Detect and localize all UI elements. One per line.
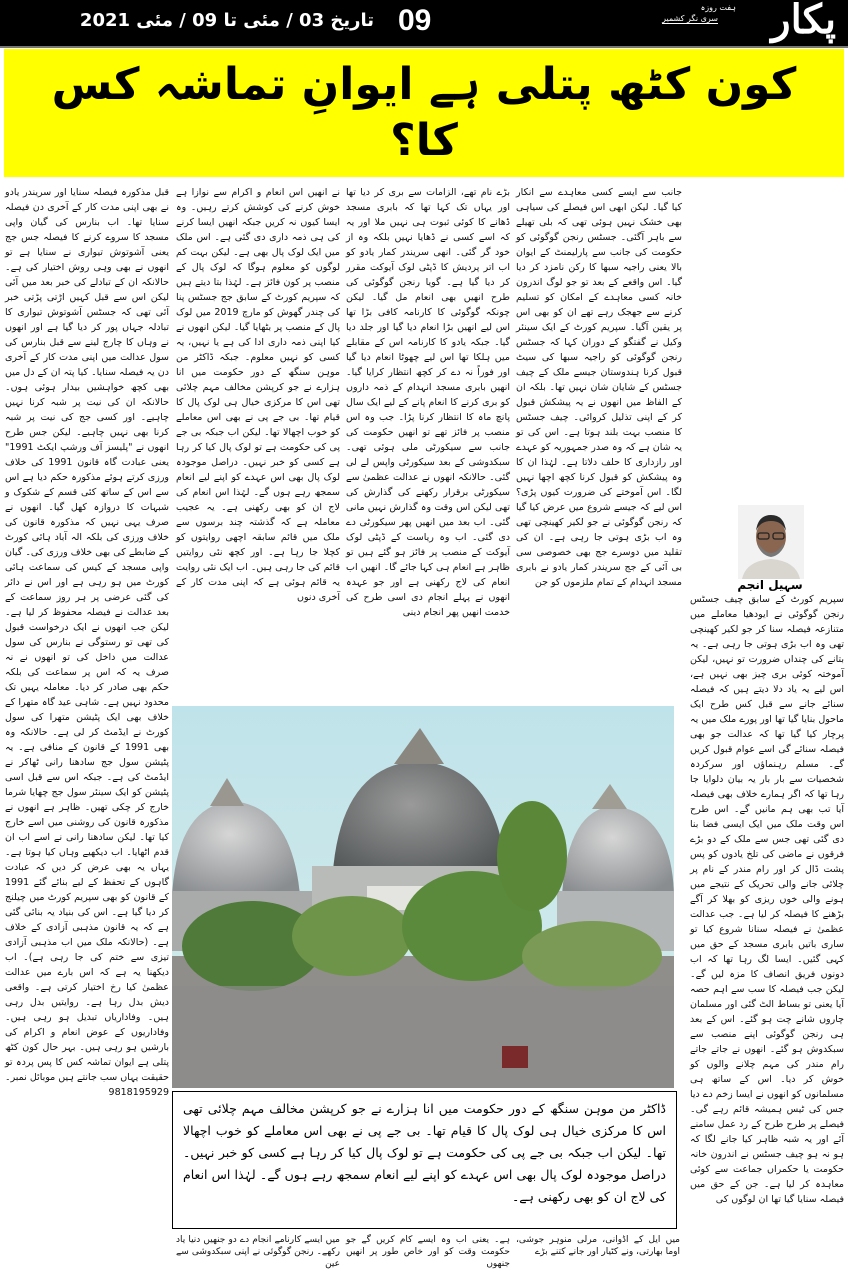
- text-line: بابری مسجد کے حق میں کہی گئیں۔ ایسا لگ رہا: [690, 939, 844, 965]
- text-line: لیکن بہت کم لوگوں کو معلوم ہوگا کہ لوک پال: [176, 247, 340, 273]
- text-line: اور کسی جج کی نیت پر شبہ کرنا بھی نہیں چاہیے۔: [5, 412, 169, 438]
- text-line: یادو کو اب اتر پردیش کا ڈپٹی لوک آیوکت مقرر: [346, 247, 510, 273]
- text-line: کی ہے۔ جبکہ اس سے قبل اسی پٹیشن کو ایک: [5, 772, 170, 798]
- text-line: ہے۔ یہ عجیب معاملہ ہے کہ گذشتہ چند برسوں: [176, 502, 340, 528]
- text-line: ہے۔ یہاں یہ بھی عرض کر دیں کہ عبادت: [5, 847, 169, 873]
- article-column-3-continued: [346, 1234, 510, 1270]
- text-line: جمہوریہ کو عہدے اور رازداری کا حلف دلاتا: [516, 442, 682, 468]
- text-line: چیلنج کر دیا گیا ہے۔ اس کی بنیاد یہ بنائی گئی: [5, 892, 169, 918]
- text-line: ختم کی جا رہی ہے)۔ اب دیکھنا: [5, 952, 169, 978]
- text-line: جو بھی فیصلہ سنائے گی اسے عوام قبول کریں: [690, 729, 844, 755]
- text-line: تذلیل کروائی۔ چیف جسٹس کا منصب بہت: [516, 412, 682, 438]
- text-line: اسی طرح کی خدمت انھیں پھر انجام دینی: [346, 592, 510, 618]
- text-line: دیا گیا ہے اور انھوں نے وہاں کا چارج لینے: [5, 322, 169, 348]
- text-line: سول کورٹ نے ایڈمٹ کر لی ہے۔ حالانکہ وہ: [5, 712, 169, 738]
- text-line: لیکن جب فیصلہ کا سب سے اہم حصہ آیا یعنی: [690, 984, 844, 1010]
- text-line: ہوئی تھی۔ سبکدوشی کے بعد سیکورٹی واپس لے: [346, 442, 510, 468]
- text-line: گاہوں کے تحفظ کے لیے بنائے گئے: [33, 877, 169, 888]
- text-line: کے دل میں بھی کچھ خواہشیں بیدار ہوئی ہوں۔: [5, 367, 169, 393]
- text-line: کرنا ہندوستان جیسے ملک کے چیف جسٹس: [516, 367, 682, 393]
- text-line: طرح اس وقت ملک میں ایک ایسی فضا بنا دی: [690, 804, 844, 845]
- text-line: پارلیمنٹ کے ایوان بالا یعنی راجیہ سبھا کا رکن: [516, 247, 682, 273]
- text-line: کئی قسم کے شکوک و شبہات کا دروازہ کھل گیا۔: [5, 487, 169, 513]
- issue-date: تاریخ 03 / مئی تا 09 / مئی 2021: [79, 10, 374, 31]
- text-line: تھا کہ اب دونوں فریق انصاف کا مزہ لیں گے۔: [690, 954, 844, 980]
- text-line: ہوئے مذکورہ حکم دیا ہے اس سے اس کے ساتھ: [5, 472, 169, 498]
- text-line: انھوں نے یہ پیشکش قبول کر کے اپنی: [516, 397, 682, 423]
- text-line: یہ ہے کہ اس بارے میں عدالت عظمیٰ کیا رخ: [5, 967, 169, 993]
- text-line: سینئر وکیل نے گفتگو کے دوران کہا کہ: [516, 322, 682, 348]
- text-line: کرنے کی کوشش کرتے رہیں۔ وہ ایسا کیوں: [176, 202, 341, 228]
- text-line: گئی تھی جس سے ملک کے دو بڑے فرقوں نے: [690, 834, 844, 860]
- text-line: اب بنارس کی گیان واپی مسجد کا سروے کرنے: [5, 217, 169, 243]
- text-line: قائم ہوئی ہے کہ اپنی مدت کار کے آخری دنوں: [176, 577, 340, 603]
- article-column-5: [5, 185, 169, 1100]
- page-number: 09: [398, 4, 432, 37]
- text-line: کے منصب پر کون فائز ہے۔ لہٰذا بتا دیتے ہیں: [176, 262, 340, 288]
- newspaper-logo: [626, 0, 836, 46]
- article-column-4: [176, 185, 340, 605]
- text-line: پورے ملک میں یہ پرچار کیا گیا تھا کہ عدالت: [690, 714, 844, 740]
- text-line: ہے اور جو عہدہ انھوں نے پہلے انجام دی: [346, 577, 510, 603]
- text-line: کی بارشیں ہو رہی ہیں۔ بہر حال: [5, 1027, 169, 1053]
- text-line: تو بساط الٹ گئی اور مسلمان چاروں شانے: [690, 999, 844, 1025]
- text-line: یقین آگیا۔ سپریم کورٹ کے ایک: [541, 322, 671, 333]
- text-line: اور فوراً نہ دے کر کچھ انتظار کرایا گیا۔ انھیں بابری: [346, 367, 510, 393]
- text-line: جسٹس رنجن گوگوئی کو حکومت کی جانب سے: [516, 232, 682, 258]
- text-line: کافی بڑا تھا اس لیے انھیں بڑا انعام دیا گیا اور: [346, 307, 511, 333]
- text-line: رکھے۔ رنجن گوگوئی نے اپنی سبکدوشی سے عین: [176, 1247, 340, 1269]
- text-line: بلکہ حکم بھی صادر کر دیا۔: [5, 667, 169, 693]
- text-line: کا فیصلہ جس جج یعنی آشوتوش تیواری نے سنایا: [5, 232, 169, 258]
- text-line: معاملے کو خوب اچھالا تھا۔ لیکن اب جبکہ بی: [176, 412, 340, 438]
- article-column-2: [516, 185, 682, 590]
- text-line: پٹیشن سول جج سادھنا رانی ٹھاکر نے ایڈمٹ: [5, 757, 169, 783]
- text-line: سپریم کورٹ کے سابق چیف جسٹس رنجن: [690, 594, 844, 620]
- text-line: میں ایسے کارنامے انجام دے دو جنھیں دنیا یاد: [176, 1235, 340, 1245]
- text-line: ظاہر ہے انھوں نے مذکورہ قانون کی روشنی میں: [5, 802, 169, 828]
- text-line: کے نتیجے میں ہونے والی خوں ریزی کو بھلا کر: [690, 879, 844, 905]
- text-line: کے دور حکومت میں انا ہزارے نے جو کرپشن: [176, 367, 340, 393]
- text-line: گیا۔ لیکن ابھی اس فیصلے کی سیاہی بھی خشک: [516, 202, 682, 228]
- text-line: چندر گھوش کو مارچ 2019 میں لوک پال: [176, 307, 340, 333]
- pull-quote-line: جبکہ بی جے پی کی حکومت ہے تو لوک پال کیا کر رہا ہے کسی کو خبر نہیں۔ دراصل موجودہ لوک پال بھی: [183, 1145, 666, 1182]
- text-line: اس سے قبل کہیں اڑتی پڑتی خبر آئی تھی کہ: [5, 292, 170, 318]
- text-line: کے منصب پر بٹھایا گیا۔ لیکن انھوں نے: [176, 322, 325, 333]
- text-line: آگے بڑھنے کا فیصلہ کر لیا ہے۔ جب عدالت: [690, 894, 844, 920]
- article-column-3: [346, 185, 510, 620]
- text-line: جے پی کی حکومت ہے تو لوک پال کیا کر رہا ہے: [176, 427, 340, 468]
- text-line: سے ملک میں قائم سابقہ اچھی روایتوں کو کچلا: [176, 517, 340, 558]
- text-line: لی گئی۔ حالانکہ انھوں نے عدالت عظمیٰ سے: [346, 457, 510, 483]
- text-line: اختیار کرتی ہے۔ واقعی دیش بدل رہا ہے۔: [5, 982, 169, 1008]
- text-line: خوش کر دیا۔ اس کے ساتھ ہی مسلمانوں کو: [690, 1074, 845, 1100]
- text-line: اس ملک میں ایک لوک پال بھی ہے۔: [176, 232, 340, 258]
- text-line: ہے۔ یعنی اب وہ ایسے کام کریں گے جو: [346, 1235, 510, 1245]
- text-line: کسی کو خبر نہیں۔ دراصل موجودہ لوک پال بھی: [176, 457, 340, 483]
- text-line: کار کے آخری دن یہ فیصلہ سنایا۔ کیا پتہ ان: [5, 352, 170, 378]
- text-line: جاتے جاتے رام مندر کی مہم چلانے والوں کو: [690, 1044, 844, 1070]
- text-line: موبائل نمبر۔ 9818195929: [5, 1072, 169, 1098]
- text-line: حکومت وقت کو اور خاص طور پر انھیں جنھوں: [346, 1247, 510, 1269]
- text-line: رہی ہیں۔ وفاداریوں کے عوض انعام و اکرام: [5, 1012, 169, 1038]
- text-line: ہے تو انھوں نے بھی وہی روش اختیار کی ہے۔: [5, 247, 169, 273]
- text-line: رہی ہے۔ ان کی تقلید میں دوسرے جج بھی: [516, 532, 682, 558]
- text-line: عید گاہ متھرا کے خلاف بھی ایک پٹیشن متھرا کی: [5, 697, 169, 723]
- text-line: اب ان قدم اٹھایا۔ اب دیکھیے وہاں کیا ہوتا: [5, 832, 169, 858]
- text-line: مسجد انہدام کے ذمہ داروں کو بری کرنے کا: [346, 382, 510, 408]
- pull-quote-line: اس عہدے کو اپنے لیے انعام سمجھ رہے ہوں گے۔ لہٰذا اس انعام کی لاج ان کو بھی رکھنی ہے۔: [183, 1167, 666, 1204]
- text-line: رام مندر کے نام پر چلائی جانے والی تحریک: [690, 864, 844, 890]
- text-line: ضابطے کی بھی خلاف ورزی کی۔ گیان واپی مسجد کے: [5, 547, 169, 573]
- pull-quote-line: مرکزی خیال ہی لوک پال کا قیام تھا۔ بی جے پی نے بھی اس معاملے کو خوب اچھالا تھا۔ لیکن اب: [183, 1123, 666, 1160]
- text-line: لیکن جس طرح انھوں نے "پلیسز آف: [5, 427, 169, 453]
- text-line: خصوصی سی بی آئی کے جج سریندر کمار یادو: [516, 547, 682, 573]
- text-line: دی گئی ہے۔: [214, 232, 266, 243]
- text-line: 1991 کے قانون کو بھی سپریم کورٹ میں: [5, 877, 169, 903]
- text-line: حالانکہ ان کے تبادلے کی خبر بعد میں آئی لیکن: [5, 277, 169, 303]
- text-line: خلاف بھی فیصلہ آیا تب بھی ہم مانیں گے۔ اس: [690, 789, 844, 815]
- text-line: (حالانکہ ملک میں اب مذہبی آزادی تیزی سے: [5, 937, 169, 963]
- text-line: جسٹس آشوتوش تیواری کا تبادلہ جہاں پور کر: [5, 307, 169, 333]
- text-line: اس لیے کہ جیسے شروع میں عرض کیا گیا کہ رنجن: [516, 502, 682, 528]
- logo-weekly-label: ہفت روزہ: [700, 3, 736, 12]
- text-line: انھوں نے صرف یہی نہیں کہ مذکورہ قانون کی: [5, 502, 169, 528]
- text-line: لوک پال کا قیام تھا۔ بی جے پی نے بھی اس: [176, 397, 340, 423]
- text-line: کون کٹھ پتلی ہے ایوان تماشہ کس کا: [5, 1042, 169, 1068]
- text-line: اچھا نہیں لگا۔: [516, 472, 682, 498]
- pull-quote: [172, 1091, 677, 1229]
- text-line: کرنے سے جھجک رہے تھے ان کو بھی اس پر: [516, 307, 682, 333]
- author-photo: [738, 505, 804, 579]
- text-line: اپنے منصب سے سبکدوش ہو گئے۔ انھوں نے: [690, 1029, 844, 1055]
- author-byline: سہیل انجم: [737, 578, 803, 592]
- text-line: ریاست کے ڈپٹی لوک آیوکت کے منصب پر: [346, 532, 510, 558]
- text-line: گے۔ مسلم رہنماؤں اور سرکردہ شخصیات سے: [690, 759, 844, 785]
- text-line: اپنی مدت کار کے آخری دن فیصلہ سنایا تھا۔: [5, 202, 169, 228]
- text-line: نہ کریں جبکہ انھیں ایسا کرنے کی ہی ذمہ داری: [176, 217, 340, 243]
- text-line: حکمراں جماعت سے کوئی معاہدہ کر لیا ہے۔: [690, 1164, 844, 1190]
- headline: کون کٹھ پتلی ہے ایوانِ تماشہ کس کا؟: [51, 59, 797, 166]
- text-line: انتظار کرنا پڑا۔ جب وہ اس منصب پر فائز: [346, 412, 510, 438]
- text-line: بلند ہوتا ہے۔ اس کی تو یہ شان ہے کہ وہ صدر: [516, 427, 682, 453]
- text-line: جسٹس رنجن گوگوئی کو راجیہ سبھا کی سیٹ قبول: [516, 337, 682, 378]
- text-line: نہیں ہوئی تھی کہ بلی تھیلے سے باہر آگئی۔: [516, 217, 682, 243]
- text-line: کی جا رہی ہیں۔ اب ایک نئی روایت یہ: [176, 562, 340, 588]
- article-column-2-continued: [516, 1234, 680, 1258]
- text-line: اور یہاں تک کہا تھا کہ بابری مسجد ڈھانے کا: [346, 202, 510, 228]
- text-line: پس پردہ تو حقیقت یہاں سب جانتے ہیں: [5, 1057, 169, 1083]
- text-line: بھی 1991 کے قانون کے منافی ہے۔ یہ: [5, 742, 169, 753]
- headline-band: [4, 49, 844, 177]
- text-line: کیا اپنی ذمہ داری ادا کی ہے یا نہیں، یہ: [176, 337, 340, 348]
- text-line: میں ایل کے اڈوانی، مرلی منوہر جوشی، اوما: [516, 1235, 680, 1257]
- text-line: حالانکہ ان کی نیت پر شبہ کرنا نہیں چاہیے۔: [5, 397, 169, 423]
- text-line: سے قبل کس طرح ایک ماحول بنایا گیا تھا اور: [690, 699, 844, 725]
- text-line: کر جو لکیر کھینچی تھی وہ اب بڑی ہوتی جا رہی: [690, 624, 844, 650]
- text-line: وقت وہ گذارش نہیں مانی گئی۔ اب بعد میں: [346, 502, 510, 528]
- text-line: بعد عدالت نے فیصلہ محفوظ کر لیا ہے۔ لیکن جب: [5, 607, 169, 633]
- text-line: چت ہو گئے۔ اس کے بعد ہی رنجن گوگوئی: [690, 1014, 844, 1040]
- text-line: انھیں پھر سیکورٹی دے دی گئی۔ اب وہ: [346, 517, 510, 543]
- text-line: معاملہ یہیں تک محدود نہیں ہے۔ شاہی: [5, 682, 170, 708]
- text-line: ہے۔ یہ بتانے کی چنداں ضرورت تو نہیں،: [690, 639, 844, 665]
- article-column-1: [690, 592, 844, 1207]
- text-line: فائز ہو گئے ہیں تو ظاہر ہے انعام ہی کہا: [346, 547, 510, 573]
- text-line: اندرون خانہ کسی معاہدے کے امکان کو تسلیم: [516, 277, 682, 303]
- text-line: بار بار یہ بیان دلوایا جا رہا تھا کہ اگر ہمارے: [690, 774, 844, 800]
- text-line: تو انھوں نے نہ صرف یہ کہ اس پر سماعت کی: [5, 652, 169, 678]
- text-line: کیس کی سماعت ہائی کورٹ میں ہو رہی ہے اور: [5, 562, 169, 588]
- text-line: عظمیٰ نے فیصلہ سنانا شروع کیا تو ساری باتیں: [690, 924, 844, 950]
- text-line: مقابلے میں ہلکا تھا اس لیے چھوٹا انعام دیا گیا: [346, 337, 510, 363]
- text-line: رستوگی نے بنارس کی سول عدالت میں داخل کی: [5, 637, 169, 663]
- text-line: اس نے دائر کی گئی عرضی پر ہر روز سماعت کے: [5, 577, 169, 603]
- text-line: قائم رہے گی۔ فیصلے پر طرح طرح کے رد عمل: [690, 1104, 844, 1130]
- text-line: کر دیا گیا ہے۔ گویا رنجن گوگوئی کی طرح انھیں: [346, 277, 510, 303]
- text-line: نے انھیں اس انعام و اکرام سے نوازا ہے خوش: [176, 187, 340, 213]
- text-line: ہو چیف جسٹس نے اندرون خانہ حکومت یا: [690, 1149, 844, 1175]
- text-line: اس آموختے کی ضرورت کیوں پڑی؟: [516, 487, 662, 498]
- text-line: نامزد کر دیا گیا۔ اس واقعے کے بعد تو جو لوگ: [516, 262, 682, 288]
- text-line: لیکن آموختہ کوئی بری چیز بھی نہیں ہے، اس: [690, 654, 844, 695]
- text-line: خلاف ورزی کی بلکہ الہ آباد ہائی کورٹ کے: [5, 532, 169, 558]
- text-line: اس عہدے کو اپنے لیے انعام سمجھ رہے: [176, 472, 340, 498]
- text-line: ڈھایا نہیں بلکہ وہ از خود گر گئی۔ انھی سریندر کمار: [346, 232, 510, 258]
- text-line: گوگوئی نے جو لکیر کھینچی تھی وہ اب بڑی ہوتی جا: [516, 517, 682, 543]
- text-line: گوگوئی نے ایودھیا معاملے میں متنازعہ فیصلہ سنا: [690, 609, 844, 635]
- text-line: جائے گا۔ انھیں اب انعام کی لاج رکھنی: [346, 562, 510, 588]
- text-line: جلد دیا گیا۔ جبکہ یادو کا کارنامہ اس کے: [346, 322, 510, 348]
- text-line: مخالف مہم چلائی تھی اس کا مرکزی خیال ہی: [176, 382, 341, 408]
- text-line: سے قبل بنارس کی سول عدالت میں اپنی مدت: [5, 337, 169, 363]
- text-line: قبل مذکورہ فیصلہ سنایا اور سریندر یادو نے بھی: [5, 187, 169, 213]
- text-line: قانون 1991 کی خلاف ورزی کرتے: [5, 457, 169, 483]
- text-line: اسے خارج کیا تھا۔ لیکن سادھنا رانی نے اسے: [5, 817, 169, 843]
- pull-quote-line: ڈاکٹر من موہن سنگھ کے دور حکومت میں انا ہزارے نے جو کرپشن مخالف مہم چلائی تھی اس کا: [183, 1101, 666, 1138]
- text-line: کسی کو نہیں معلوم۔ جبکہ ڈاکٹر من موہن سنگھ: [176, 352, 340, 378]
- text-line: ماضی کی تلخ یادوں کو پس پشت ڈال کر اور: [690, 849, 844, 875]
- text-line: لیے یہ یاد دلا دیتے ہیں کہ فیصلہ سنائے جانے: [690, 684, 844, 710]
- text-line: بھی انعام مل گیا۔ لیکن چونکہ گوگوئی کا کارنامہ: [346, 292, 510, 318]
- article-column-4-continued: [176, 1234, 340, 1270]
- text-line: سینئر سول جج چھایا شرما خارج کر چکی تھیں۔: [5, 787, 169, 813]
- text-line: ہے۔ لہٰذا ان کا وہ پیشکش کو قبول کرنا کچھ: [516, 457, 682, 483]
- logo-text: پکار: [771, 0, 836, 43]
- text-line: بھارتی، ونے کٹیار اور جانے کتنے بڑے: [534, 1247, 663, 1257]
- text-line: روایتیں بدل رہی ہیں۔ وفاداریاں تبدیل ہو: [5, 997, 169, 1023]
- text-line: ہوں گے۔ لہٰذا اس انعام کی لاج ان کو بھی رکھنی: [176, 487, 340, 513]
- text-line: نے بابری مسجد انہدام کے تمام ملزموں کو جن: [516, 562, 682, 588]
- masthead-bar: [0, 0, 848, 48]
- text-line: ورشپ ایکٹ 1991" یعنی عبادت گاہ: [5, 442, 169, 468]
- text-line: تھے تو انھیں حکومت کی جانب سے سیکورٹی ملی: [346, 427, 510, 453]
- text-line: انھوں نے ایک درخواست قبول کی تھی تو: [5, 622, 169, 648]
- text-line: جن کے حق میں فیصلہ سنایا گیا تھا ان لوگوں کی: [690, 1179, 844, 1205]
- text-line: انھوں نے ایسا زخم دے دیا جس کی ٹیس ہمیشہ: [690, 1089, 844, 1115]
- text-line: کوئی ثبوت ہی نہیں ملا اور یہ کہ اسے کسی نے: [346, 217, 510, 243]
- text-line: کہ سپریم کورٹ کے سابق جج جسٹس پنا کی: [176, 292, 340, 318]
- logo-city-label: سری نگر کشمیر: [662, 14, 718, 23]
- text-line: بڑے نام تھے، الزامات سے بری کر دیا تھا: [346, 187, 510, 198]
- text-line: سامنے آئے اور یہ شبہ ظاہر کیا جانے لگا کہ ہو نہ: [690, 1119, 844, 1160]
- text-line: جا رہا ہے۔ اور کچھ نئی روایتیں قائم: [176, 547, 340, 573]
- text-line: ہے کہ یہ قانون مذہبی آزادی کے خلاف ہے۔: [5, 922, 169, 948]
- text-line: انعام پانے کے لیے ایک سال پانچ ماہ کا: [346, 397, 510, 423]
- text-line: جانب سے ایسے کسی معاہدے سے انکار کیا: [516, 187, 682, 213]
- text-line: سیکورٹی برقرار رکھنے کی گذارش کی تھی لیکن اس: [346, 487, 510, 513]
- text-line: کے شایان شان نہیں تھا۔ بلکہ ان کے الفاظ میں: [516, 382, 682, 408]
- babri-mosque-photo: [172, 706, 674, 1088]
